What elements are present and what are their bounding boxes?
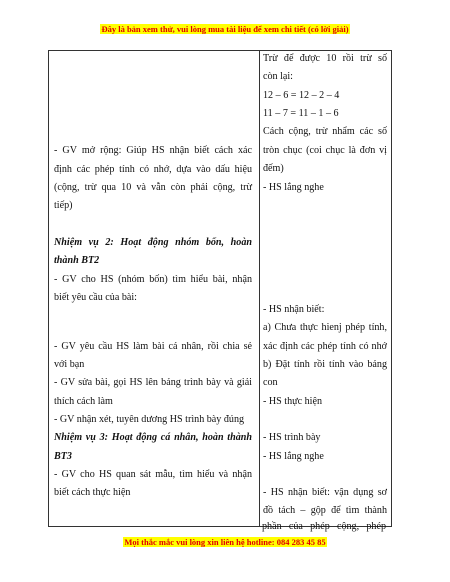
right-line: 12 – 6 = 12 – 2 – 4 — [263, 90, 340, 101]
column-divider — [259, 51, 260, 526]
right-line: - HS lắng nghe — [263, 182, 324, 193]
task-heading: BT3 — [54, 451, 72, 462]
right-line: con — [263, 377, 278, 388]
right-line: a) Chưa thực hienj phép tính, — [263, 322, 387, 333]
right-line: - HS thực hiện — [263, 396, 323, 407]
right-line: tròn chục (coi chục là đơn vị — [263, 145, 387, 156]
right-line: Trừ để được 10 rồi trừ số — [263, 53, 387, 64]
right-line: b) Đặt tính rồi tính vào bảng — [263, 359, 387, 370]
right-line: đồ tách – gộp để tìm thành — [263, 505, 387, 516]
left-line: biết cách thực hiện — [54, 487, 131, 498]
left-line: thích cách làm — [54, 396, 113, 407]
left-line: tiếp) — [54, 200, 73, 211]
right-line: còn lại: — [263, 71, 293, 82]
left-line: - GV sửa bài, gọi HS lên bảng trình bày và giải — [54, 377, 252, 388]
right-line: xác định các phép tính có nhớ — [263, 341, 387, 352]
right-line: - HS nhận biết: — [263, 304, 325, 315]
task-heading: Nhiệm vụ 3: Hoạt động cá nhân, hoàn thành — [54, 432, 252, 443]
task-heading: Nhiệm vụ 2: Hoạt động nhóm bốn, hoàn — [54, 237, 252, 248]
left-line: - GV cho HS (nhóm bốn) tìm hiểu bài, nhận — [54, 274, 252, 285]
right-line: - HS nhận biết: vận dụng sơ — [263, 487, 387, 498]
left-line: với bạn — [54, 359, 85, 370]
preview-banner: Đây là bản xem thử, vui lòng mua tài liệu để xem chi tiết (có lời giải) — [101, 24, 349, 34]
right-line: - HS trình bày — [263, 432, 321, 443]
left-line: biết yêu cầu của bài: — [54, 292, 137, 303]
lesson-table — [48, 50, 392, 527]
left-line: - GV nhận xét, tuyên dương HS trình bày đúng — [54, 414, 245, 425]
left-line: - GV cho HS quan sát mẫu, tìm hiểu và nhận — [54, 469, 252, 480]
left-line: - GV mở rộng: Giúp HS nhận biết cách xác — [54, 145, 252, 156]
right-line: 11 – 7 = 11 – 1 – 6 — [263, 108, 339, 119]
right-line: - HS lắng nghe — [263, 451, 324, 462]
task-heading: thành BT2 — [54, 255, 100, 266]
left-line: (cộng, trừ qua 10 và vẫn còn phải cộng, trừ — [54, 182, 252, 193]
left-line: - GV yêu cầu HS làm bài cá nhân, rồi chia sẻ — [54, 341, 252, 352]
left-line: định các phép tính có nhớ, dựa vào dấu hiệu — [54, 164, 252, 175]
right-line: đếm) — [263, 163, 284, 174]
hotline-footer: Mọi thắc mắc vui lòng xin liên hệ hotline: 084 283 45 85 — [124, 537, 326, 547]
right-line: Cách cộng, trừ nhẩm các số — [263, 126, 387, 137]
right-line-partial: phần của phép cộng, phép — [262, 521, 386, 532]
